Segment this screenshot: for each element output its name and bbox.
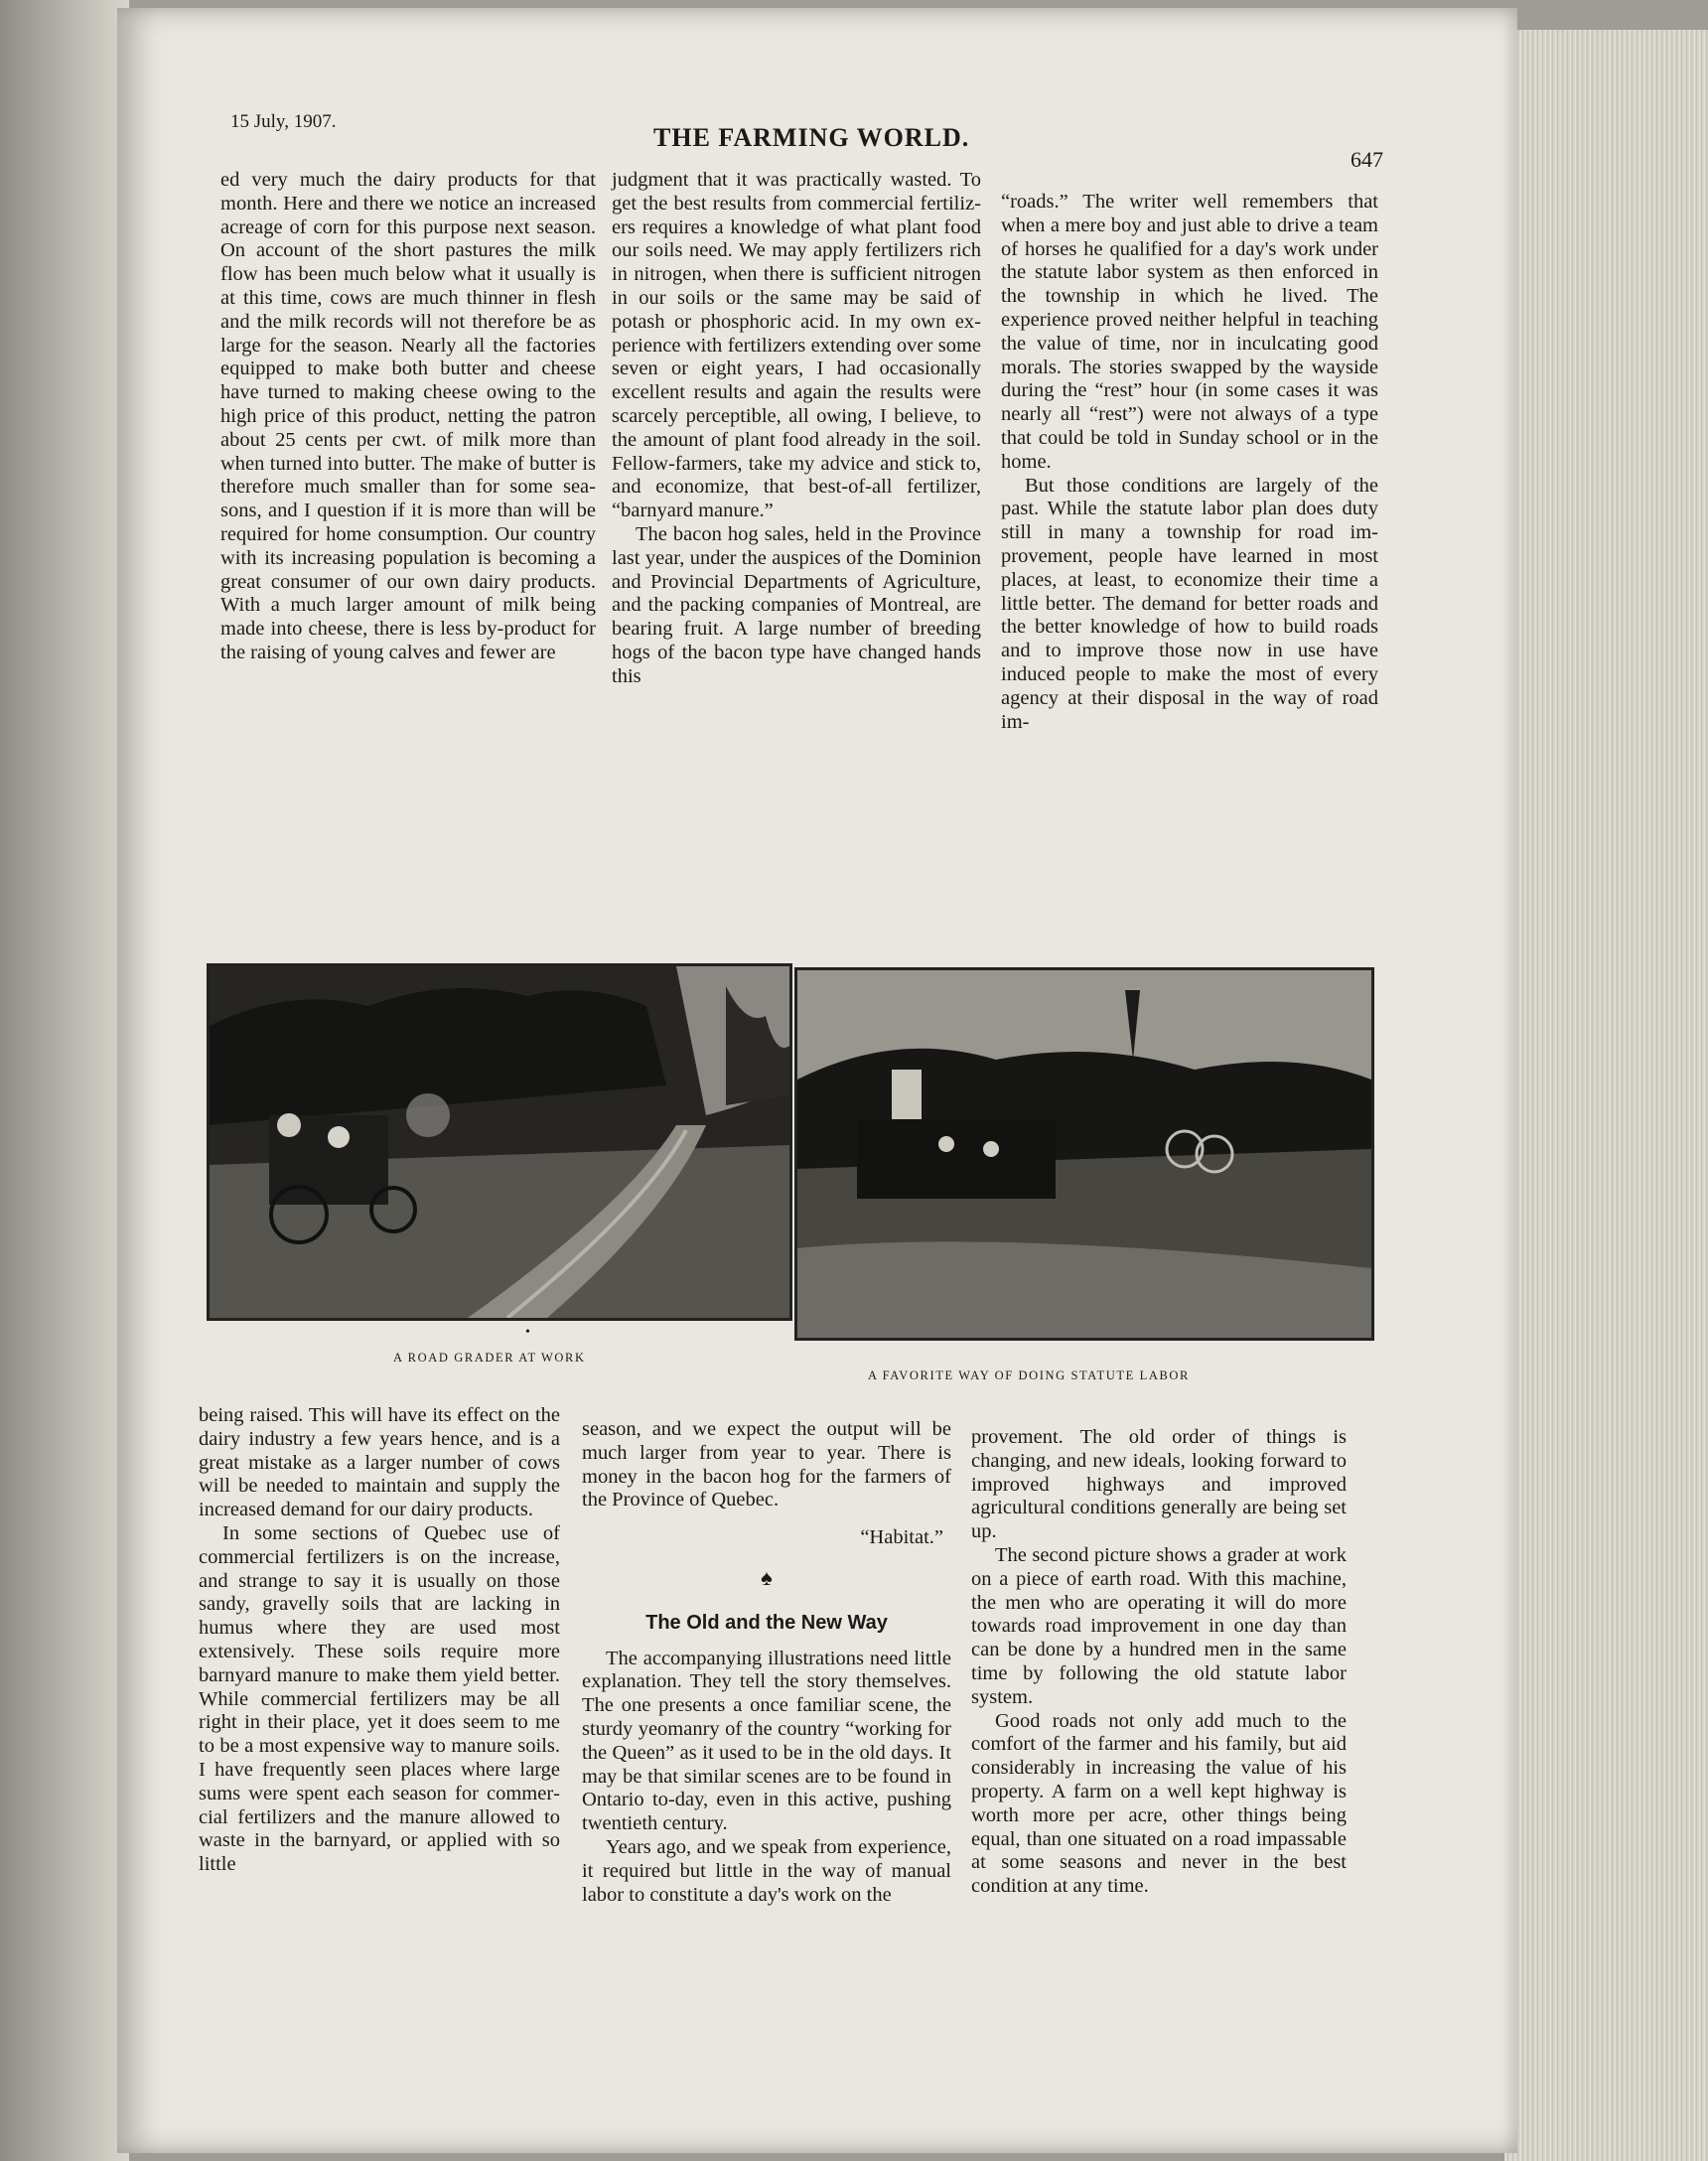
page-number: 647 xyxy=(1351,147,1383,172)
paragraph: ed very much the dairy products for that month. Here and there we notice an increased acreage of corn for this purpose next season. On account of the short pastures the milk flow has been much below what it usually is at this time, cows are much thinner in flesh and the milk records will not therefore be as large for the season. Nearly all the factories equipped to make both butter and cheese have turned to making cheese owing to the high price of this product, netting the patron about 25 cents per cwt. of milk more than when turned into butter. The make of butter is therefore much smaller than for some seasons, and I question if it is more than will be required for home consumption. Our country with its increasing population is becoming a great consumer of our own dairy products. With a much larger amount of milk being made into cheese, there is less by-product for the raising of young calves and fewer are xyxy=(220,169,596,663)
column-1-top xyxy=(220,169,596,665)
paragraph: provement. The old order of things is changing, and new ideals, looking forward to improved highways and improved agricultural conditions generally are being set up. xyxy=(971,1426,1347,1543)
photo-statute-labor xyxy=(794,967,1374,1341)
paragraph: Good roads not only add much to the comfort of the farmer and his family, but aid considerably in increasing the value of his property. A farm on a well kept highway is worth more per acre, other things being equal, than one situated on a road impassable at some seasons and never in the best condition at any time. xyxy=(971,1709,1347,1898)
issue-date: 15 July, 1907. xyxy=(230,111,337,132)
column-1-bottom xyxy=(199,1404,560,1877)
column-3-top xyxy=(1001,191,1378,734)
statute-labor-image xyxy=(797,970,1371,1338)
column-2-top xyxy=(612,169,981,689)
photo-caption-right: A FAVORITE WAY OF DOING STATUTE LABOR xyxy=(868,1369,1190,1382)
spade-ornament-icon: ♠ xyxy=(761,1564,773,1590)
column-3-bottom xyxy=(971,1426,1347,1899)
paragraph: The accompanying illustrations need little explanation. They tell the story themselves. The one presents a once familiar scene, the sturdy yeomanry of the country “working for the Queen” as it used to be in the old days. It may be that similar scenes are to be found in Ontario to-day, even in this active, pushing twentieth century. xyxy=(582,1647,951,1835)
book-spine xyxy=(0,0,129,2161)
paragraph: Years ago, and we speak from experience, it required but little in the way of manual labor to constitute a day's work on the xyxy=(582,1835,951,1906)
paragraph: being raised. This will have its effect on the dairy industry a few years hence, and is a great mistake as a larger number of cows will be needed to maintain and supply the increased demand for our dairy products. xyxy=(199,1404,560,1521)
road-grader-image xyxy=(210,966,789,1318)
paragraph: season, and we expect the output will be much larger from year to year. There is money in the bacon hog for the farmers of the Province of Quebec. xyxy=(582,1418,951,1512)
photo-caption-left: A ROAD GRADER AT WORK xyxy=(393,1351,586,1365)
paragraph: But those conditions are largely of the past. While the statute labor plan does duty still in many a township for road improvement, people have learned in most places, at least, to economize their time a little better. The demand for better roads and the better knowledge of how to build roads and to improve those now in use have induced people to make the most of every agency at their disposal in the way of road im- xyxy=(1001,474,1378,733)
ornament-dot: • xyxy=(525,1325,530,1340)
signature: “Habitat.” xyxy=(860,1526,943,1549)
paragraph: “roads.” The writer well remembers that when a mere boy and just able to drive a team of horses he qualified for a day's work under the statute labor system as then enforced in the township in which he lived. The experience proved neither helpful in teaching the value of time, nor in inculcating good morals. The stories swapped by the wayside during the “rest” hour (in some cases it was nearly all “rest”) were not always of a type that could be told in Sunday school or in the home. xyxy=(1001,191,1378,473)
paragraph: The bacon hog sales, held in the Province last year, under the auspices of the Dominion and Provincial Departments of Agriculture, and the packing companies of Montreal, are bearing fruit. A large number of breeding hogs of the bacon type have changed hands this xyxy=(612,522,981,687)
paragraph: In some sections of Quebec use of commercial fertilizers is on the increase, and strange to say it is usually on those sandy, gravelly soils that are lacking in humus where they are used most extensively. These soils require more barnyard manure to make them yield better. While commercial fertilizers may be all right in their place, yet it does seem to me to be a most expensive way to manure soils. I have frequently seen places where large sums were spent each season for commercial fertilizers and the manure allowed to waste in the barnyard, or applied with so little xyxy=(199,1521,560,1876)
paragraph: judgment that it was practically wasted. To get the best results from commercial fertilizers requires a knowledge of what plant food our soils need. We may apply fertilizers rich in nitrogen, when there is sufficient nitrogen in our soils or the same may be said of potash or phosphoric acid. In my own experience with fertilizers extending over some seven or eight years, I had occasionally excellent results and again the results were scarcely perceptible, all owing, I believe, to the amount of plant food already in the soil. Fellow-farmers, take my advice and stick to, and economize, that best-of-all fertilizer, “barnyard manure.” xyxy=(612,169,981,522)
column-2-bottom xyxy=(582,1418,951,1907)
section-heading: The Old and the New Way xyxy=(645,1611,888,1634)
photo-road-grader xyxy=(207,963,792,1321)
paragraph: The second picture shows a grader at work on a piece of earth road. With this machine, the men who are operating it will do more towards road improvement in one day than can be done by a hundred men in the same time by following the old statute labor system. xyxy=(971,1543,1347,1708)
page-edges xyxy=(1504,30,1708,2161)
masthead-title: THE FARMING WORLD. xyxy=(653,123,970,152)
